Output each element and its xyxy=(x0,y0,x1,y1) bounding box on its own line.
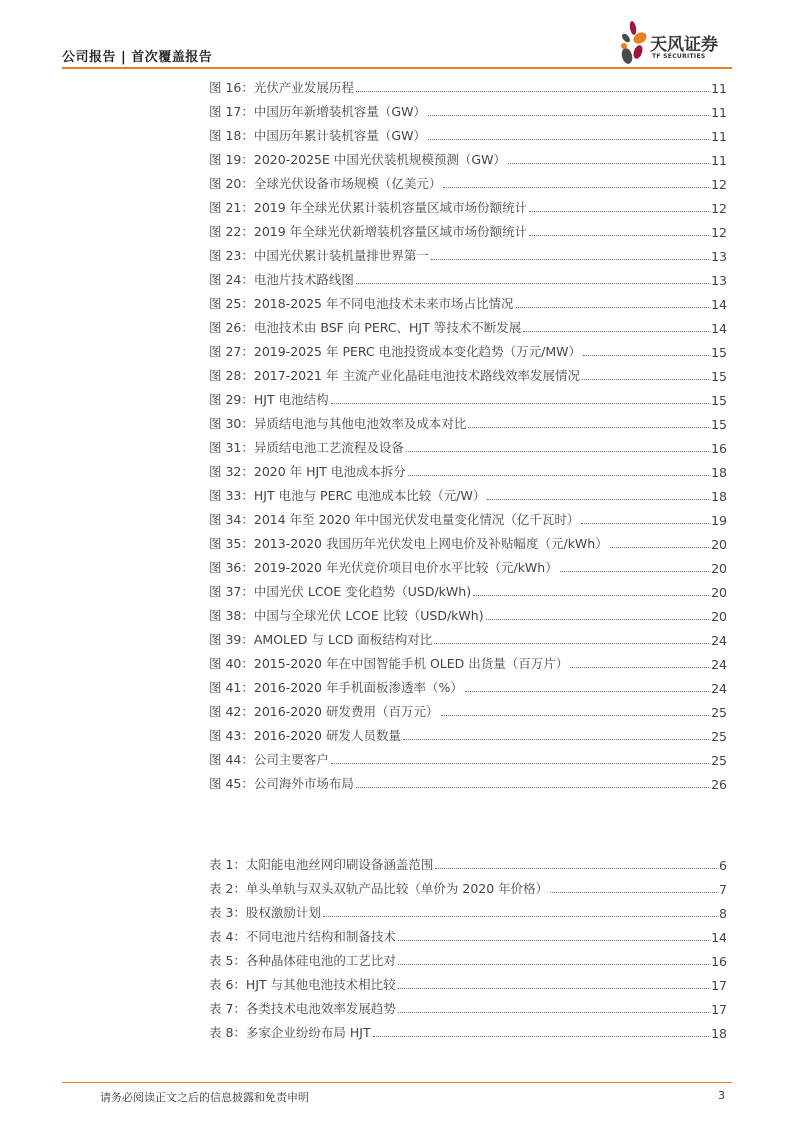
leader-dots xyxy=(550,892,717,893)
figure-index-entry[interactable] xyxy=(209,720,727,744)
figure-index-entry[interactable] xyxy=(209,264,727,288)
entry-title: 图 28：2017-2021 年 主流产业化晶硅电池技术路线效率发展情况 xyxy=(209,368,580,383)
entry-title: 图 31：异质结电池工艺流程及设备 xyxy=(209,440,404,455)
entry-page: 20 xyxy=(711,585,727,600)
table-index-entry[interactable] xyxy=(209,969,727,993)
leader-dots xyxy=(473,595,709,596)
entry-title: 图 30：异质结电池与其他电池效率及成本对比 xyxy=(209,416,467,431)
leader-dots xyxy=(508,163,709,164)
entry-page: 14 xyxy=(711,930,727,945)
leader-dots xyxy=(428,139,709,140)
entry-title: 图 18：中国历年累计装机容量（GW） xyxy=(209,128,426,143)
table-index-entry[interactable] xyxy=(209,1017,727,1041)
entry-page: 17 xyxy=(711,978,727,993)
leader-dots xyxy=(331,403,710,404)
figure-index-entry[interactable] xyxy=(209,384,727,408)
figure-index-entry[interactable] xyxy=(209,600,727,624)
entry-page: 18 xyxy=(711,1026,727,1041)
leader-dots xyxy=(398,940,709,941)
figure-index-entry[interactable] xyxy=(209,528,727,552)
entry-title: 图 42：2016-2020 研发费用（百万元） xyxy=(209,704,439,719)
logo-text-cn: 天风证券 xyxy=(650,35,718,55)
header-divider xyxy=(62,67,732,69)
entry-title: 图 37：中国光伏 LCOE 变化趋势（USD/kWh) xyxy=(209,584,472,599)
leader-dots xyxy=(610,547,709,548)
table-index-entry[interactable] xyxy=(209,921,727,945)
table-index-entry[interactable] xyxy=(209,849,727,873)
leader-dots xyxy=(486,619,710,620)
entry-title: 图 40：2015-2020 年在中国智能手机 OLED 出货量（百万片） xyxy=(209,656,569,671)
leader-dots xyxy=(523,331,709,332)
entry-page: 24 xyxy=(711,633,727,648)
entry-page: 7 xyxy=(719,882,727,897)
entry-title: 图 38：中国与全球光伏 LCOE 比较（USD/kWh) xyxy=(209,608,484,623)
figure-index-entry[interactable] xyxy=(209,504,727,528)
entry-page: 13 xyxy=(711,273,727,288)
leader-dots xyxy=(465,691,709,692)
leader-dots xyxy=(529,235,709,236)
entry-page: 20 xyxy=(711,561,727,576)
entry-title: 图 23：中国光伏累计装机量排世界第一 xyxy=(209,248,429,263)
figure-index-entry[interactable] xyxy=(209,696,727,720)
entry-page: 15 xyxy=(711,417,727,432)
figure-index-entry[interactable] xyxy=(209,768,727,792)
figure-index-entry[interactable] xyxy=(209,360,727,384)
leader-dots xyxy=(398,988,709,989)
table-index-entry[interactable] xyxy=(209,897,727,921)
leader-dots xyxy=(323,916,717,917)
table-index-entry[interactable] xyxy=(209,993,727,1017)
leader-dots xyxy=(560,571,709,572)
figure-index-entry[interactable] xyxy=(209,648,727,672)
entry-title: 图 41：2016-2020 年手机面板渗透率（%） xyxy=(209,680,463,695)
leader-dots xyxy=(583,355,709,356)
entry-page: 26 xyxy=(711,777,727,792)
figure-index-entry[interactable] xyxy=(209,456,727,480)
entry-page: 12 xyxy=(711,177,727,192)
entry-title: 表 2：单头单轨与双头双轨产品比较（单价为 2020 年价格） xyxy=(209,881,549,896)
entry-page: 17 xyxy=(711,1002,727,1017)
leader-dots xyxy=(441,715,710,716)
entry-title: 图 35：2013-2020 我国历年光伏发电上网电价及补贴幅度（元/kWh） xyxy=(209,536,608,551)
figure-index-entry[interactable] xyxy=(209,216,727,240)
figure-index-entry[interactable] xyxy=(209,168,727,192)
entry-page: 11 xyxy=(711,153,727,168)
logo-text-en: TF SECURITIES xyxy=(652,53,706,60)
entry-page: 15 xyxy=(711,369,727,384)
leader-dots xyxy=(529,211,709,212)
entry-title: 图 39：AMOLED 与 LCD 面板结构对比 xyxy=(209,632,433,647)
leader-dots xyxy=(431,259,709,260)
figure-index-entry[interactable] xyxy=(209,120,727,144)
entry-page: 13 xyxy=(711,249,727,264)
entry-page: 24 xyxy=(711,681,727,696)
page-number: 3 xyxy=(718,1089,725,1102)
leader-dots xyxy=(373,1036,709,1037)
leader-dots xyxy=(516,307,710,308)
entry-title: 图 34：2014 年至 2020 年中国光伏发电量变化情况（亿千瓦时） xyxy=(209,512,580,527)
figure-index-entry[interactable] xyxy=(209,144,727,168)
entry-page: 24 xyxy=(711,657,727,672)
entry-page: 11 xyxy=(711,81,727,96)
figure-index-entry[interactable] xyxy=(209,72,727,96)
entry-title: 图 27：2019-2025 年 PERC 电池投资成本变化趋势（万元/MW） xyxy=(209,344,582,359)
entry-page: 11 xyxy=(711,129,727,144)
entry-page: 12 xyxy=(711,225,727,240)
entry-title: 图 19：2020-2025E 中国光伏装机规模预测（GW） xyxy=(209,152,506,167)
entry-title: 图 16：光伏产业发展历程 xyxy=(209,80,354,95)
leader-dots xyxy=(487,499,709,500)
leader-dots xyxy=(398,964,709,965)
entry-title: 图 21：2019 年全球光伏累计装机容量区域市场份额统计 xyxy=(209,200,528,215)
leader-dots xyxy=(468,427,709,428)
footer-divider xyxy=(62,1082,732,1083)
figure-index-entry[interactable] xyxy=(209,312,727,336)
entry-title: 表 5：各种晶体硅电池的工艺比对 xyxy=(209,953,396,968)
entry-page: 16 xyxy=(711,954,727,969)
footer-disclaimer: 请务必阅读正文之后的信息披露和免责申明 xyxy=(100,1091,309,1104)
table-index-list xyxy=(209,849,727,1041)
figure-index-entry[interactable] xyxy=(209,288,727,312)
entry-title: 图 44：公司主要客户 xyxy=(209,752,329,767)
table-index-entry[interactable] xyxy=(209,945,727,969)
entry-title: 图 45：公司海外市场布局 xyxy=(209,776,354,791)
leader-dots xyxy=(406,451,709,452)
entry-title: 图 20：全球光伏设备市场规模（亿美元） xyxy=(209,176,442,191)
figure-index-entry[interactable] xyxy=(209,192,727,216)
entry-page: 18 xyxy=(711,489,727,504)
entry-title: 图 17：中国历年新增装机容量（GW） xyxy=(209,104,426,119)
entry-page: 6 xyxy=(719,858,727,873)
leader-dots xyxy=(356,91,709,92)
entry-page: 16 xyxy=(711,441,727,456)
figure-index-entry[interactable] xyxy=(209,336,727,360)
table-index-entry[interactable] xyxy=(209,873,727,897)
entry-page: 19 xyxy=(711,513,727,528)
leader-dots xyxy=(403,739,709,740)
entry-title: 表 6：HJT 与其他电池技术相比较 xyxy=(209,977,396,992)
entry-page: 14 xyxy=(711,297,727,312)
figure-index-list xyxy=(209,72,727,792)
entry-title: 图 29：HJT 电池结构 xyxy=(209,392,329,407)
entry-title: 图 43：2016-2020 研发人员数量 xyxy=(209,728,401,743)
figure-index-entry[interactable] xyxy=(209,240,727,264)
leader-dots xyxy=(331,763,709,764)
leader-dots xyxy=(408,475,709,476)
leader-dots xyxy=(582,379,709,380)
entry-page: 14 xyxy=(711,321,727,336)
entry-page: 18 xyxy=(711,465,727,480)
leader-dots xyxy=(398,1012,709,1013)
leader-dots xyxy=(581,523,709,524)
entry-title: 图 25：2018-2025 年不同电池技术未来市场占比情况 xyxy=(209,296,514,311)
entry-title: 表 7：各类技术电池效率发展趋势 xyxy=(209,1001,396,1016)
entry-title: 图 32：2020 年 HJT 电池成本拆分 xyxy=(209,464,406,479)
entry-page: 8 xyxy=(719,906,727,921)
figure-index-entry[interactable] xyxy=(209,624,727,648)
entry-title: 表 4：不同电池片结构和制备技术 xyxy=(209,929,396,944)
leader-dots xyxy=(428,115,709,116)
figure-index-entry[interactable] xyxy=(209,480,727,504)
entry-page: 25 xyxy=(711,705,727,720)
leader-dots xyxy=(434,643,709,644)
figure-index-entry[interactable] xyxy=(209,432,727,456)
figure-index-entry[interactable] xyxy=(209,744,727,768)
report-type-title: 公司报告 | 首次覆盖报告 xyxy=(62,50,213,65)
entry-title: 表 1：太阳能电池丝网印刷设备涵盖范围 xyxy=(209,857,434,872)
entry-title: 图 26：电池技术由 BSF 向 PERC、HJT 等技术不断发展 xyxy=(209,320,522,335)
entry-title: 表 3：股权激励计划 xyxy=(209,905,321,920)
figure-index-entry[interactable] xyxy=(209,96,727,120)
entry-page: 20 xyxy=(711,609,727,624)
leader-dots xyxy=(435,868,717,869)
figure-index-entry[interactable] xyxy=(209,672,727,696)
entry-page: 15 xyxy=(711,393,727,408)
entry-title: 图 33：HJT 电池与 PERC 电池成本比较（元/W） xyxy=(209,488,486,503)
entry-page: 25 xyxy=(711,729,727,744)
leader-dots xyxy=(356,283,709,284)
entry-page: 11 xyxy=(711,105,727,120)
figure-index-entry[interactable] xyxy=(209,576,727,600)
leader-dots xyxy=(570,667,709,668)
figure-index-entry[interactable] xyxy=(209,552,727,576)
entry-page: 20 xyxy=(711,537,727,552)
leader-dots xyxy=(443,187,709,188)
entry-page: 15 xyxy=(711,345,727,360)
entry-title: 图 22：2019 年全球光伏新增装机容量区域市场份额统计 xyxy=(209,224,528,239)
entry-page: 12 xyxy=(711,201,727,216)
entry-title: 图 36：2019-2020 年光伏竞价项目电价水平比较（元/kWh） xyxy=(209,560,558,575)
entry-title: 图 24：电池片技术路线图 xyxy=(209,272,354,287)
entry-page: 25 xyxy=(711,753,727,768)
entry-title: 表 8：多家企业纷纷布局 HJT xyxy=(209,1025,371,1040)
figure-index-entry[interactable] xyxy=(209,408,727,432)
leader-dots xyxy=(356,787,709,788)
